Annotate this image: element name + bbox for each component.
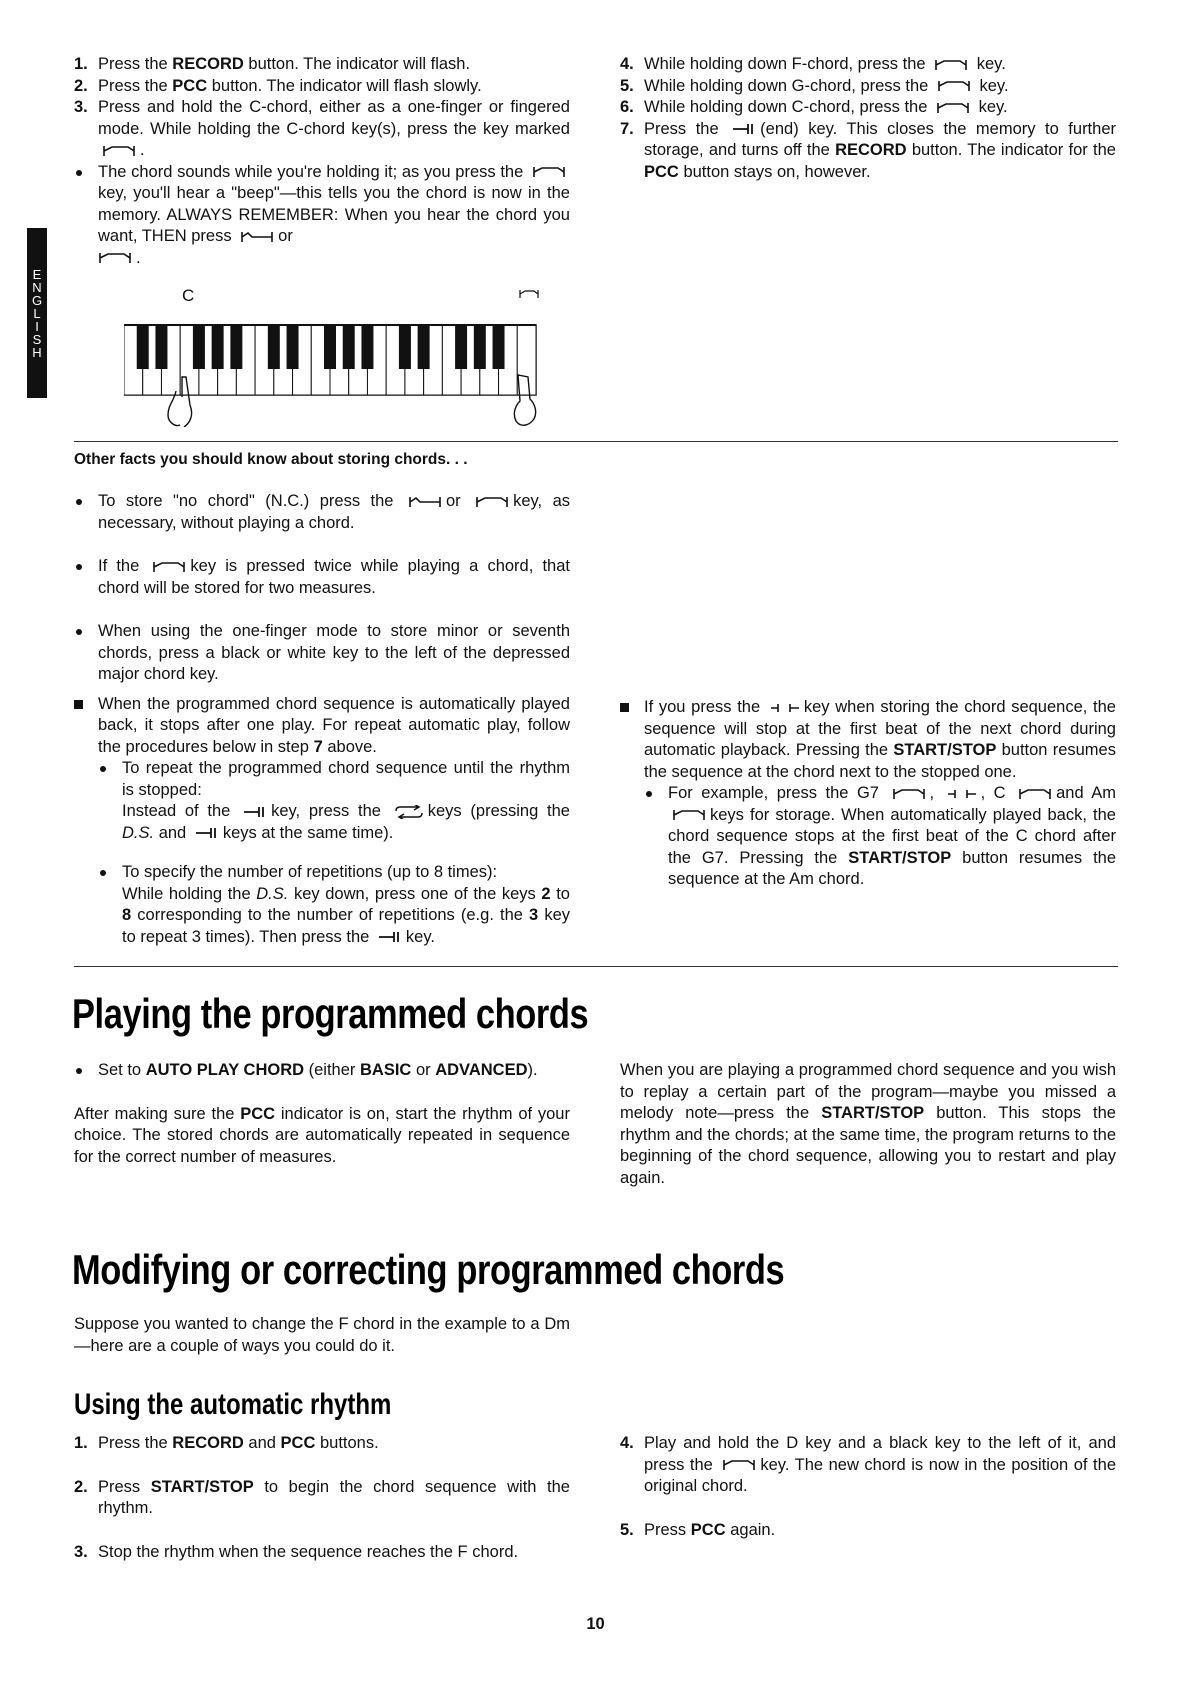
keyboard-illustration: [124, 305, 542, 427]
section-title-modifying: Modifying or correcting programmed chords: [72, 1246, 785, 1293]
black-key: [287, 325, 299, 369]
white-key: [517, 325, 536, 395]
modifying-intro: Suppose you wanted to change the F chord in the example to a Dm—here are a couple of ways you could do it.: [74, 1315, 570, 1355]
step-2: 2. Press the PCC button. The indicator will flash slowly.: [74, 76, 482, 95]
step-1: 1. Press the RECORD button. The indicator will flash.: [74, 55, 471, 73]
divider-top: [74, 441, 1118, 442]
next-chord-key-icon: [532, 166, 566, 178]
col2-steps: [620, 54, 1116, 183]
subsection-title-automatic-rhythm: Using the automatic rhythm: [74, 1388, 392, 1421]
playing-para-2: When you are playing a programmed chord sequence and you wish to replay a certain part of the program—maybe you missed a melody note—press the START/STOP button. This stops the rhythm and the chords; at the same time, the program returns to the beginning of the chord sequence, allowing you to restart and play again.: [620, 1061, 1116, 1187]
black-key: [474, 325, 486, 369]
fact-stop-key: If you press the key when storing the chord sequence, the sequence will stop at the first beat of the next chord during automatic playback. Pressing the START/STOP button resumes the sequence at the chord next to the stopped one. For example, press the G7 , , C and Am keys for storage. When automatically played back, the chord sequence stops at the first beat of the C chord after the G7. Pressing the START/STOP button resumes the sequence at the Am chord.: [620, 697, 1116, 891]
playing-para-1: After making sure the PCC indicator is on, start the rhythm of your choice. The stored chords are automatically repeated in sequence for the correct number of measures.: [74, 1104, 570, 1166]
next-chord-key-icon: [722, 1459, 756, 1471]
repeat-keys-icon: [394, 805, 424, 819]
side-tab-letter: N: [32, 279, 42, 295]
next-chord-key-icon: [936, 102, 970, 114]
facts-col1: [74, 491, 570, 948]
keyboard-diagram: [110, 285, 550, 430]
side-tab-letter: E: [32, 266, 42, 282]
next-chord-key-icon: [98, 252, 132, 264]
next-chord-key-icon: [934, 59, 968, 71]
black-key: [455, 325, 467, 369]
stop-key-icon: [770, 702, 800, 714]
step-4: 4. While holding down F-chord, press the key.: [620, 55, 1006, 73]
section-title-playing: Playing the programmed chords: [72, 990, 589, 1037]
black-key: [343, 325, 355, 369]
black-key: [268, 325, 280, 369]
black-key: [324, 325, 336, 369]
side-tab-english: [27, 228, 47, 398]
fact-repeat-play: When the programmed chord sequence is automatically played back, it stops after one play. For repeat automatic play, follow the procedures below in step 7 above. To repeat the programmed chord sequence until the rhythm is stopped: Instead of the key, press the keys (pressing the D.S. and keys at the same time). To specify the number of repetitions (up to 8 times): While holding the D.S. key down, press one of the keys 2 to 8 corresponding to the number of repetitions (e.g. the 3 key to repeat 3 times). Then press the key.: [74, 694, 570, 949]
side-tab-letter: L: [33, 305, 41, 321]
stop-key-icon: [947, 788, 977, 800]
page-number: 10: [586, 1615, 605, 1633]
black-key: [193, 325, 205, 369]
next-chord-key-icon: [892, 788, 926, 800]
side-tab-letter: S: [32, 331, 42, 347]
bullet-chord-sounds: The chord sounds while you're holding it; as you press the key, you'll hear a "beep"—this tells you the chord is now in the memory. ALWAYS REMEMBER: When you hear the chord you want, THEN press or .: [74, 162, 570, 270]
black-key: [155, 325, 167, 369]
col1-steps: [74, 54, 570, 269]
sub-repetitions: To specify the number of repetitions (up to 8 times): While holding the D.S. key down, press one of the keys 2 to 8 corresponding to the number of repetitions (e.g. the 3 key to repeat 3 times). Then press the key.: [98, 862, 570, 948]
black-key: [418, 325, 430, 369]
side-tab-letter: I: [35, 318, 39, 334]
playing-set-mode: Set to AUTO PLAY CHORD (either BASIC or ADVANCED).: [74, 1060, 570, 1082]
facts-col2: [620, 697, 1116, 891]
black-key: [212, 325, 224, 369]
facts-heading: Other facts you should know about storing chords. . .: [74, 451, 468, 468]
modify-step-2: 2. Press START/STOP to begin the chord sequence with the rhythm.: [74, 1477, 570, 1517]
modify-step-4: 4. Play and hold the D key and a black key to the left of it, and press the key. The new chord is now in the position of the original chord.: [620, 1434, 1116, 1495]
side-tab-letter: H: [32, 344, 42, 360]
modify-steps-col1: [74, 1433, 570, 1563]
sub-example: For example, press the G7 , , C and Am keys for storage. When automatically played back, the chord sequence stops at the first beat of the C chord after the G7. Pressing the START/STOP button resumes the sequence at the Am chord.: [644, 783, 1116, 891]
modify-step-3: 3. Stop the rhythm when the sequence reaches the F chord.: [74, 1542, 519, 1561]
black-key: [493, 325, 505, 369]
black-key: [361, 325, 373, 369]
next-chord-key-icon: [102, 145, 136, 157]
fact-pressed-twice: If the key is pressed twice while playing a chord, that chord will be stored for two measures.: [74, 556, 570, 599]
step-7: 7. Press the (end) key. This closes the memory to further storage, and turns off the RECORD button. The indicator for the PCC button stays on, however.: [620, 119, 1116, 181]
next-chord-key-icon: [518, 289, 540, 299]
label-c: C: [182, 286, 195, 305]
next-chord-key-icon: [475, 496, 509, 508]
black-key: [137, 325, 149, 369]
playing-col1: [74, 1060, 570, 1168]
rest-key-icon: [408, 496, 442, 508]
black-key: [399, 325, 411, 369]
divider-bottom: [74, 966, 1118, 967]
end-key-icon: [195, 827, 219, 839]
fact-one-finger: When using the one-finger mode to store minor or seventh chords, press a black or white key to the left of the depressed major chord key.: [74, 621, 570, 686]
end-key-icon: [243, 806, 267, 818]
playing-col2: [620, 1060, 1116, 1189]
sub-repeat-until-stopped: To repeat the programmed chord sequence until the rhythm is stopped: Instead of the key, press the keys (pressing the D.S. and keys at the same time).: [98, 758, 570, 844]
fact-no-chord: To store "no chord" (N.C.) press the or key, as necessary, without playing a chord.: [74, 491, 570, 534]
rest-key-icon: [240, 231, 274, 243]
black-key: [230, 325, 242, 369]
next-chord-key-icon: [1018, 788, 1052, 800]
step-6: 6. While holding down C-chord, press the key.: [620, 98, 1008, 116]
next-chord-key-icon: [152, 561, 186, 573]
end-key-icon: [732, 123, 756, 135]
modify-step-5: 5. Press PCC again.: [620, 1520, 776, 1539]
next-chord-key-icon: [672, 809, 706, 821]
next-chord-key-icon: [937, 80, 971, 92]
step-5: 5. While holding down G-chord, press the key.: [620, 76, 1009, 95]
side-tab-letter: G: [31, 292, 43, 308]
step-3: 3. Press and hold the C-chord, either as a one-finger or fingered mode. While holding the C-chord key(s), press the key marked .: [74, 98, 570, 159]
end-key-icon: [378, 931, 402, 943]
modify-step-1: 1. Press the RECORD and PCC buttons.: [74, 1434, 379, 1452]
modify-steps-col2: [620, 1433, 1116, 1541]
